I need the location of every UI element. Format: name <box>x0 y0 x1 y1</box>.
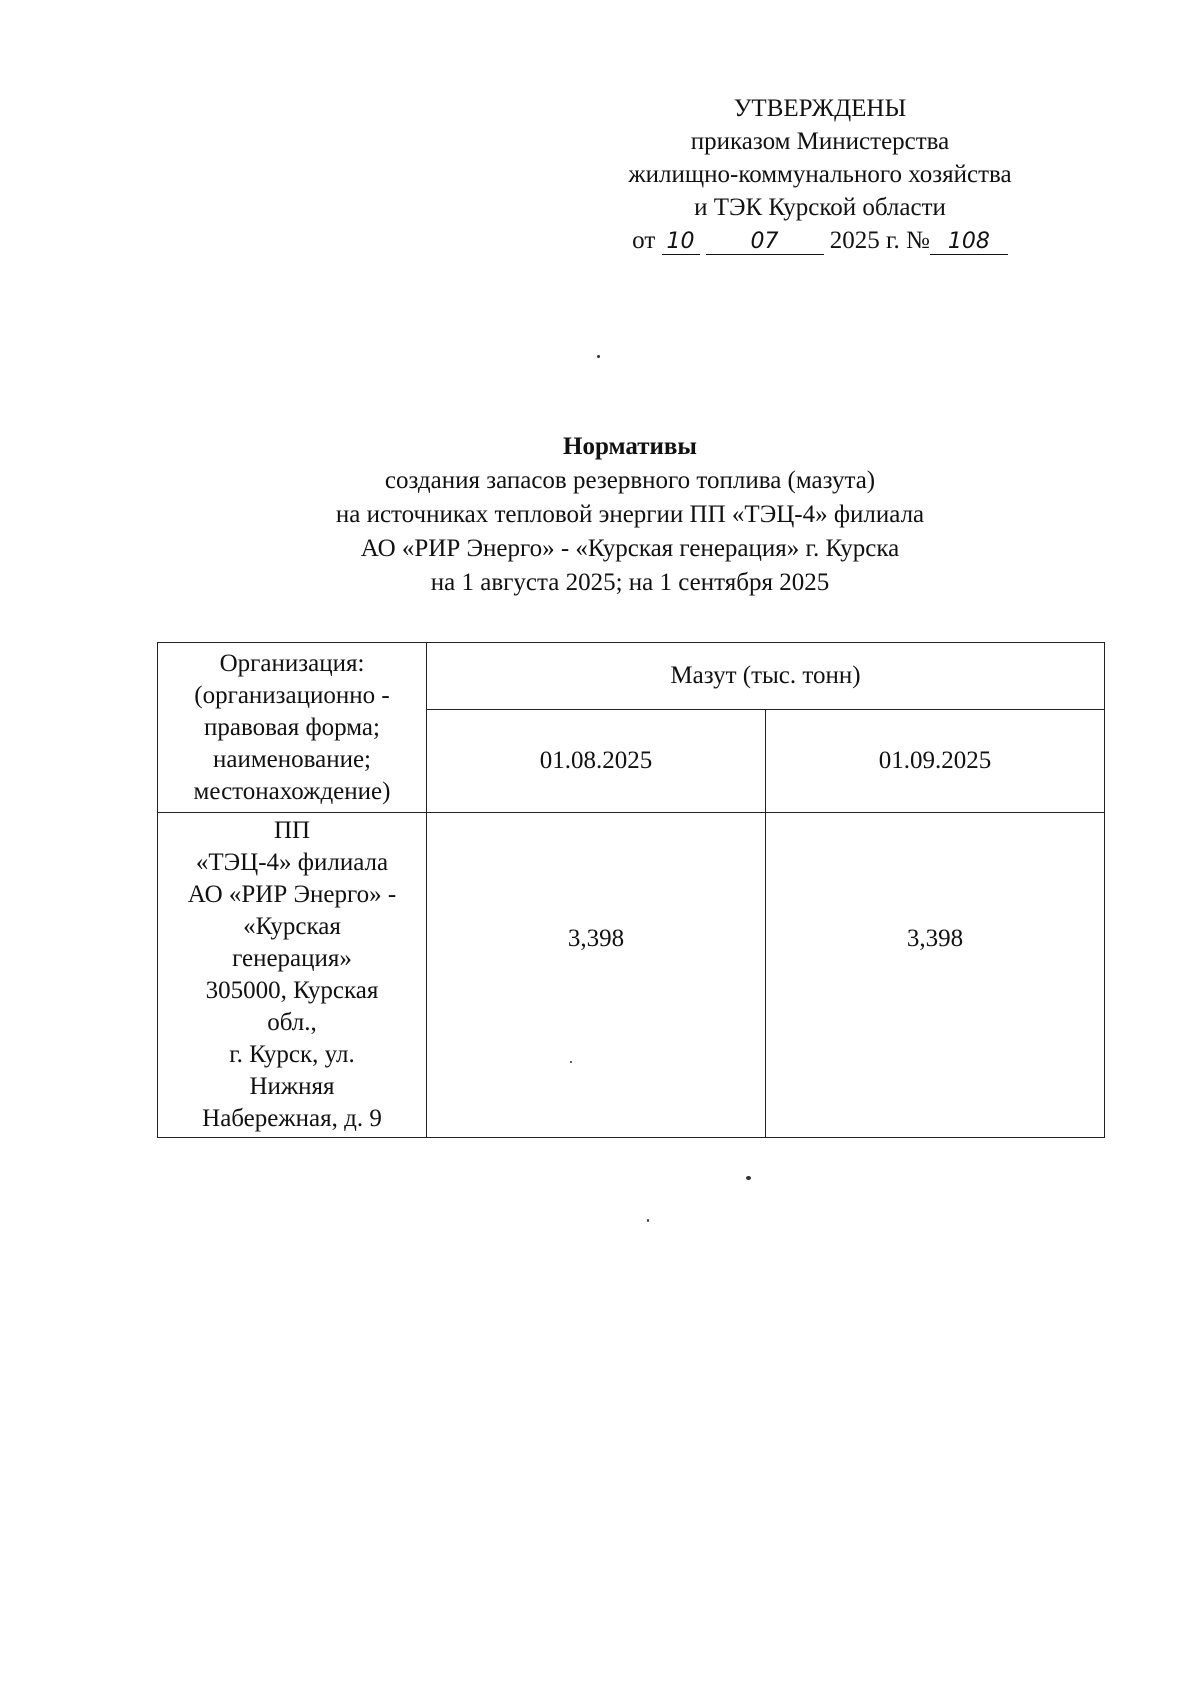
org-line: г. Курск, ул. <box>229 1041 355 1068</box>
approval-line-1: приказом Министерства <box>690 128 950 155</box>
approval-heading: УТВЕРЖДЕНЫ <box>733 95 907 122</box>
org-line: «ТЭЦ-4» филиала <box>195 849 389 876</box>
date-prefix: от <box>632 227 656 254</box>
header-date-1: 01.08.2025 <box>427 710 766 813</box>
org-line: Набережная, д. 9 <box>202 1105 382 1132</box>
document-title: Нормативы <box>563 433 697 460</box>
header-org-line: наименование; <box>212 745 372 773</box>
approval-line-3: и ТЭК Курской области <box>694 194 946 221</box>
value-august: 3,398 <box>567 925 625 952</box>
header-fuel-cell: Мазут (тыс. тонн) <box>427 643 1105 710</box>
org-line: 305000, Курская <box>205 977 379 1004</box>
header-org-line: Организация: <box>219 649 365 677</box>
year-and-number-label: 2025 г. № <box>829 227 930 254</box>
title-line-2: на источниках тепловой энергии ПП «ТЭЦ-4» филиала <box>335 501 925 528</box>
approval-stamp <box>560 92 1080 257</box>
scan-speck <box>597 355 600 358</box>
value-cell-1 <box>427 813 766 1138</box>
org-line: обл., <box>267 1009 317 1036</box>
header-date-2: 01.09.2025 <box>766 710 1105 813</box>
fuel-norms-table <box>157 642 1105 1138</box>
title-line-3: АО «РИР Энерго» - «Курская генерация» г. Курска <box>360 535 900 562</box>
title-line-1: создания запасов резервного топлива (мазута) <box>384 467 876 494</box>
header-org-line: (организационно - <box>194 681 390 709</box>
scan-speck <box>570 1061 572 1063</box>
organization-cell <box>158 813 427 1138</box>
scan-speck <box>746 1176 751 1180</box>
org-line: АО «РИР Энерго» - <box>187 881 397 908</box>
org-line: генерация» <box>232 945 352 972</box>
handwritten-month: 07 <box>706 230 824 255</box>
header-org-line: местонахождение) <box>193 777 391 805</box>
value-cell-2 <box>766 813 1105 1138</box>
value-september: 3,398 <box>906 925 964 952</box>
header-organization-cell <box>158 643 427 813</box>
org-line: Нижняя <box>249 1073 335 1100</box>
handwritten-order-number: 108 <box>930 230 1008 255</box>
approval-line-2: жилищно-коммунального хозяйства <box>628 161 1012 188</box>
org-line: «Курская <box>243 913 341 940</box>
document-title-block <box>150 430 1110 600</box>
approval-date-line <box>560 224 1080 257</box>
scan-speck <box>647 1219 649 1222</box>
org-line: ПП <box>273 817 311 844</box>
header-org-line: правовая форма; <box>204 713 380 741</box>
title-line-4: на 1 августа 2025; на 1 сентября 2025 <box>430 569 830 596</box>
handwritten-day: 10 <box>662 230 700 255</box>
